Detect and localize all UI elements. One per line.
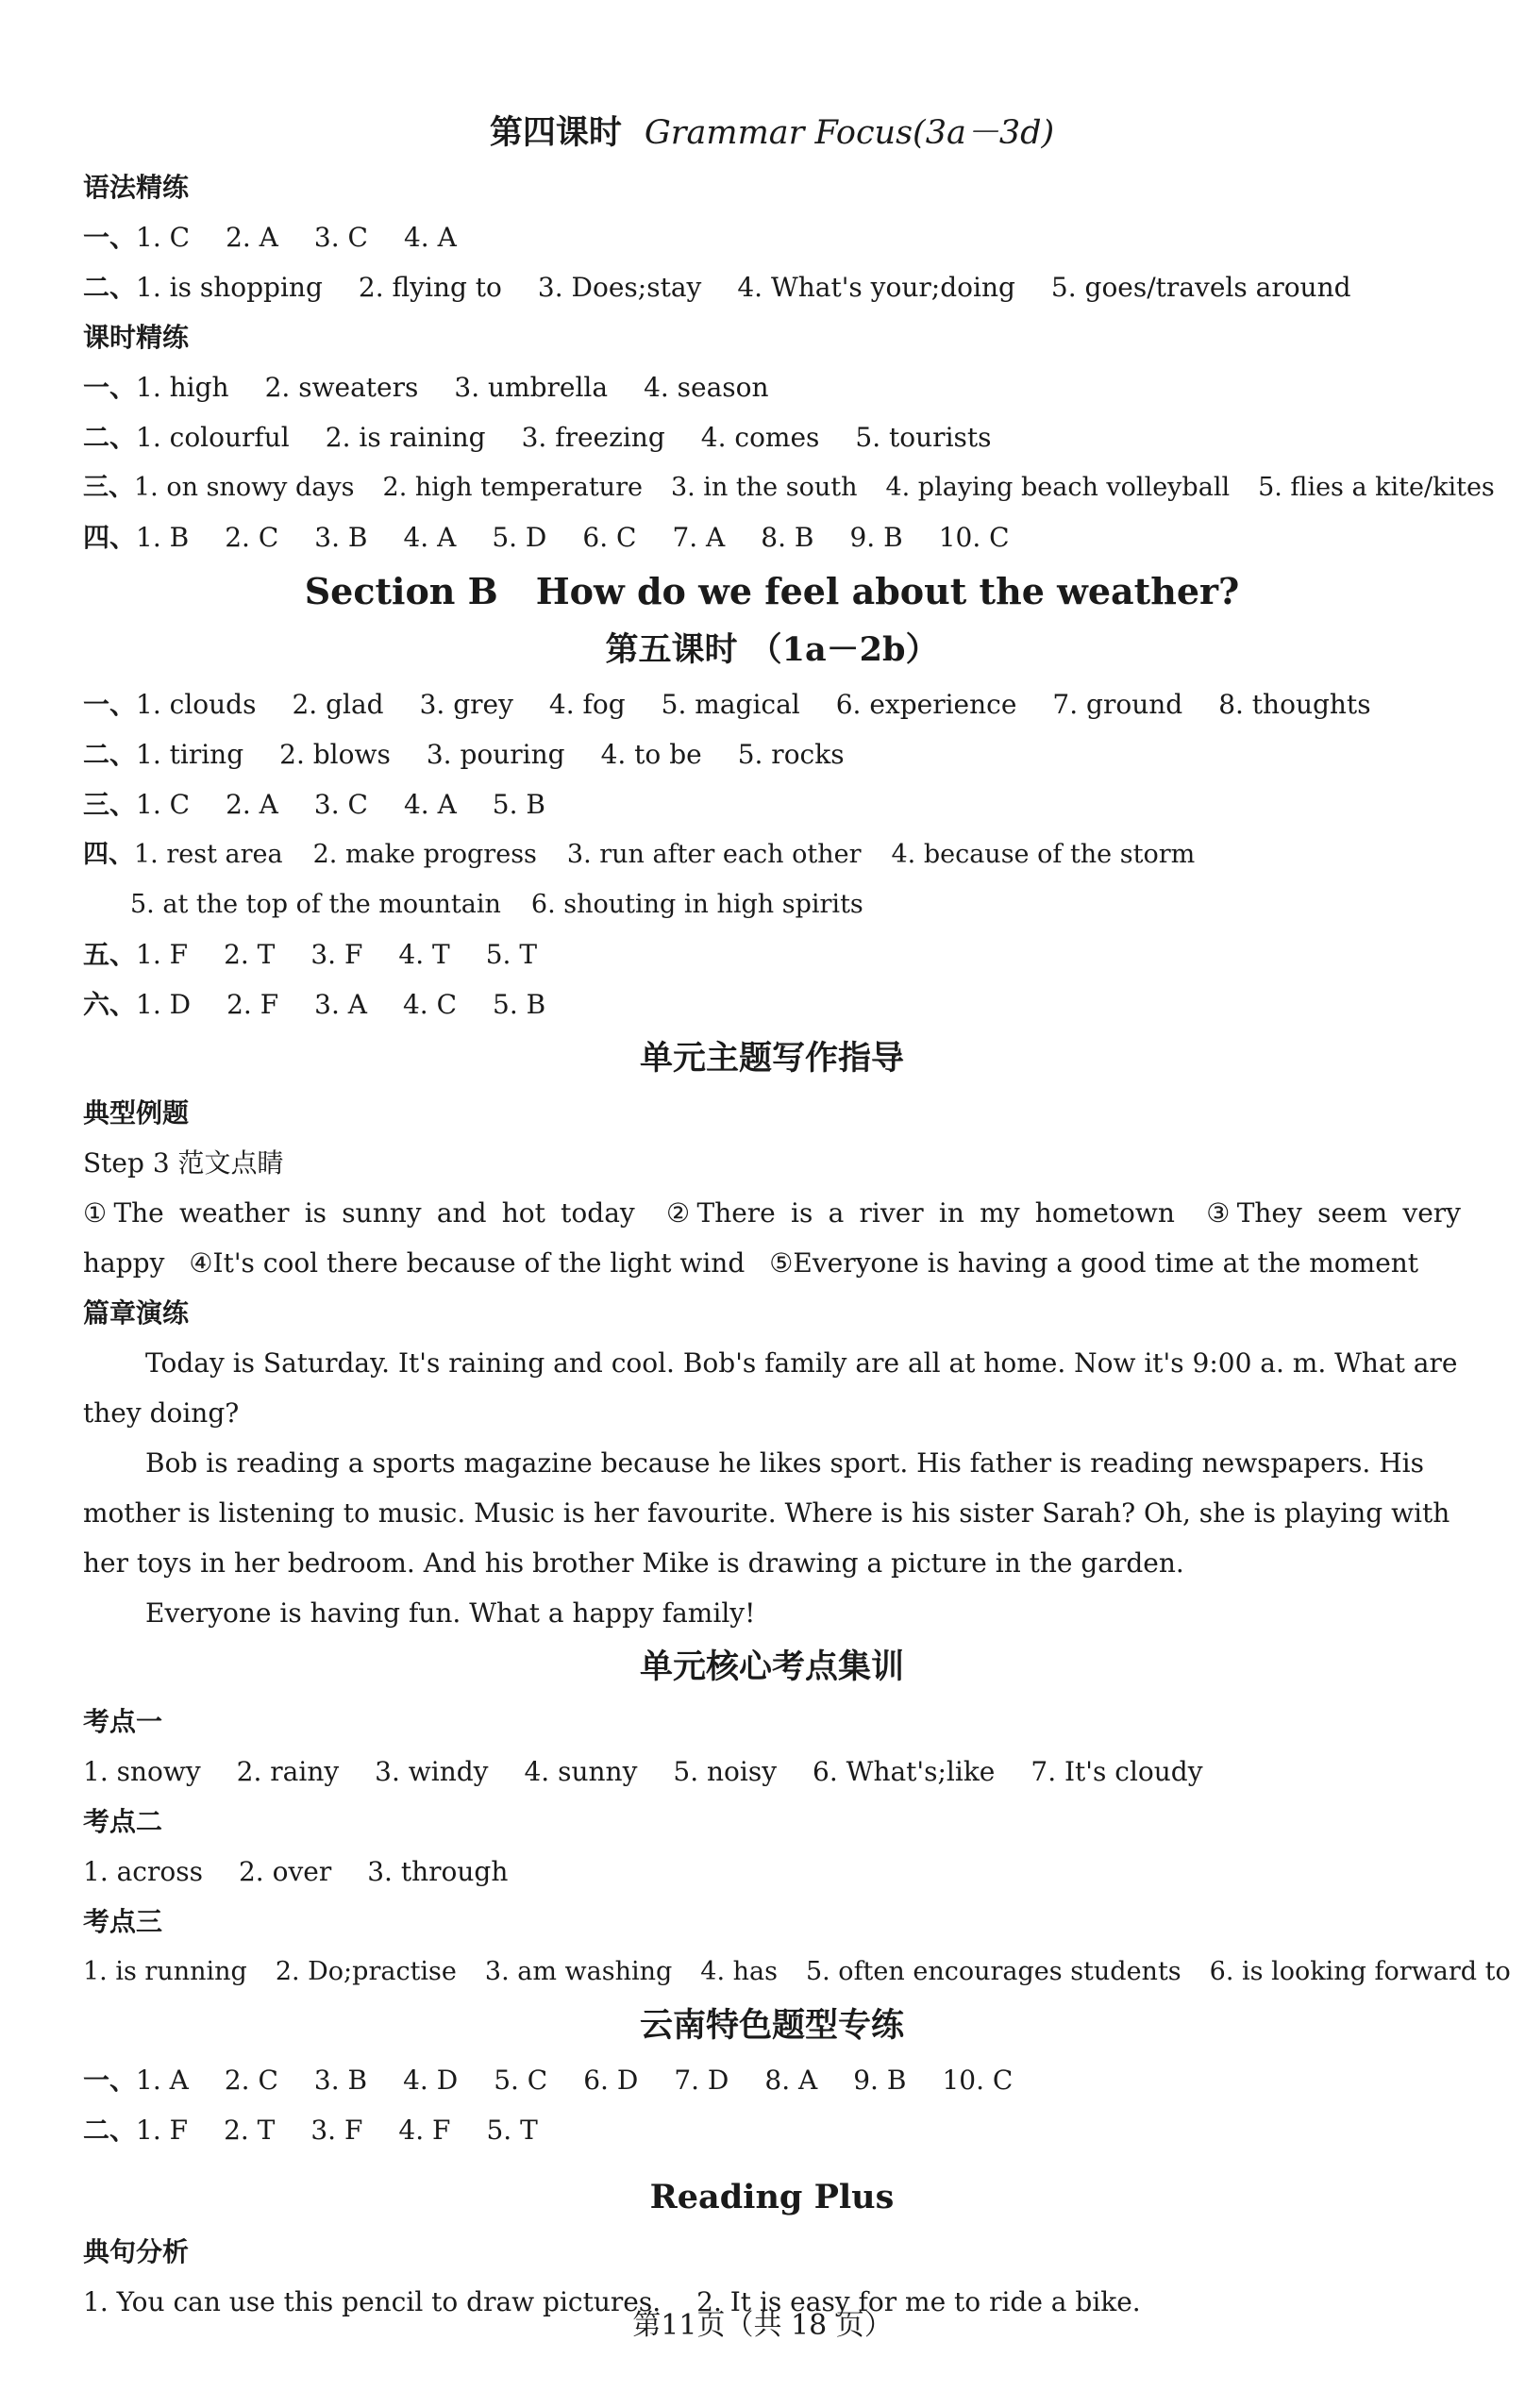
lesson-4-title	[83, 104, 1461, 162]
answer-row	[83, 1847, 1461, 1897]
row-prefix: 三、	[83, 789, 137, 820]
model-answer: ③They seem very happy	[83, 1197, 1461, 1279]
answer-item: 2. It is easy for me to ride a bike.	[696, 2286, 1141, 2317]
answer-item: 5. tourists	[855, 422, 992, 453]
answer-item: 2. flying to	[358, 272, 502, 303]
answer-item: 3. in the south	[670, 473, 858, 502]
row-prefix: 一、	[83, 2065, 137, 2096]
answer-item: 1. colourful	[136, 422, 290, 453]
answer-item: 2. A	[226, 789, 278, 820]
row-prefix: 四、	[83, 522, 137, 553]
answer-item: 5. T	[485, 939, 537, 970]
answer-item: 2. A	[226, 222, 278, 253]
answer-item: 4. to be	[600, 739, 702, 770]
answer-item: 1. rest area	[134, 840, 283, 869]
model-answers	[83, 1188, 1461, 1288]
answer-row	[83, 262, 1461, 312]
answer-item: 4. playing beach volleyball	[885, 473, 1231, 502]
lesson-5-title: 第五课时 （1a－2b）	[605, 630, 939, 669]
answer-item: 4. A	[403, 789, 457, 820]
core-points-title: 单元核心考点集训	[639, 1647, 904, 1686]
answer-item: 1. snowy	[83, 1756, 201, 1787]
answer-item: 3. through	[367, 1856, 509, 1887]
answer-item: 5. C	[494, 2065, 548, 2096]
answer-item: 3. Does;stay	[537, 272, 702, 303]
answer-item: 1. B	[136, 522, 190, 553]
answer-item: 2. T	[224, 939, 276, 970]
answer-item: 5. B	[492, 789, 545, 820]
row-prefix: 二、	[83, 2115, 137, 2146]
answer-item: 7. A	[672, 522, 726, 553]
answer-item: 1. C	[136, 222, 191, 253]
step-label: Step 3 范文点睛	[83, 1147, 284, 1179]
answer-item: 4. D	[403, 2065, 459, 2096]
row-prefix: 二、	[83, 422, 137, 453]
answer-item: 2. high temperature	[382, 473, 643, 502]
answer-item: 3. freezing	[521, 422, 665, 453]
answer-item: 3. C	[313, 222, 368, 253]
answer-row	[83, 462, 1495, 512]
answer-item: 2. T	[224, 2115, 276, 2146]
model-answer: ②There is a river in my hometown	[659, 1197, 1175, 1229]
reading-plus-title: Reading Plus	[649, 2178, 895, 2216]
answer-item: 2. blows	[279, 739, 391, 770]
answer-item: 1. high	[136, 372, 229, 403]
answer-item: 10. C	[938, 522, 1010, 553]
section-b-label: Section B	[304, 570, 498, 612]
page-content	[83, 104, 1511, 2327]
model-answer: ⑤Everyone is having a good time at the moment	[769, 1247, 1419, 1279]
answer-item: 2. Do;practise	[275, 1957, 457, 1986]
sentence-analysis-heading: 典句分析	[83, 2236, 190, 2267]
answer-item: 10. C	[942, 2065, 1014, 2096]
point-heading: 考点二	[83, 1806, 163, 1837]
answer-row	[83, 362, 1461, 412]
answer-item: 4. has	[700, 1957, 778, 1986]
answer-item: 5. noisy	[673, 1756, 778, 1787]
answer-item: 1. F	[136, 939, 189, 970]
answer-item: 7. ground	[1052, 689, 1183, 720]
answer-item: 1. D	[136, 989, 192, 1020]
answer-item: 3. windy	[375, 1756, 489, 1787]
answer-row	[83, 1747, 1461, 1797]
answer-row	[83, 679, 1461, 729]
essay-paragraph: Everyone is having fun. What a happy family!	[145, 1597, 756, 1629]
yunnan-title: 云南特色题型专练	[639, 2006, 904, 2045]
answer-item: 1. You can use this pencil to draw pictures.	[83, 2286, 662, 2317]
answer-row	[83, 979, 1461, 1029]
row-prefix: 三、	[83, 473, 134, 502]
answer-item: 2. sweaters	[264, 372, 419, 403]
answer-item: 5. magical	[661, 689, 800, 720]
answer-item: 3. umbrella	[454, 372, 609, 403]
section-b-subtitle: How do we feel about the weather?	[535, 570, 1240, 612]
answer-item: 2. glad	[292, 689, 384, 720]
answer-item: 8. thoughts	[1218, 689, 1371, 720]
answer-row	[83, 1947, 1511, 1997]
answer-item: 4. season	[644, 372, 769, 403]
answer-item: 3. F	[310, 939, 363, 970]
point-heading: 考点一	[83, 1706, 163, 1737]
answer-item: 1. on snowy days	[134, 473, 355, 502]
answer-item: 1. across	[83, 1856, 203, 1887]
answer-item: 5. D	[492, 522, 547, 553]
answer-item: 7. D	[674, 2065, 729, 2096]
answer-item: 2. C	[224, 2065, 278, 2096]
answer-item: 3. am washing	[484, 1957, 673, 1986]
answer-item: 6. What's;like	[813, 1756, 996, 1787]
answer-item: 2. rainy	[236, 1756, 340, 1787]
answer-item: 5. goes/travels around	[1050, 272, 1351, 303]
answer-item: 2. make progress	[312, 840, 537, 869]
answer-item: 3. F	[310, 2115, 363, 2146]
answer-item: 5. B	[493, 989, 546, 1020]
answer-item: 9. B	[853, 2065, 907, 2096]
answer-item: 6. is looking forward to	[1209, 1957, 1511, 1986]
answer-row	[83, 212, 1461, 262]
answer-item: 7. It's cloudy	[1031, 1756, 1203, 1787]
example-heading: 典型例题	[83, 1097, 190, 1129]
answer-row	[83, 779, 1461, 829]
answer-row	[83, 512, 1461, 562]
answer-item: 2. C	[225, 522, 279, 553]
answer-item: 1. F	[136, 2115, 189, 2146]
answer-item: 4. A	[403, 522, 457, 553]
answer-row	[83, 879, 1461, 929]
lesson-4-title-cn: 第四课时	[489, 113, 622, 152]
answer-row	[83, 829, 1461, 879]
answer-item: 4. F	[398, 2115, 451, 2146]
answer-item: 4. C	[402, 989, 458, 1020]
answer-item: 3. run after each other	[566, 840, 862, 869]
practice-heading: 篇章演练	[83, 1297, 190, 1329]
answer-item: 3. A	[314, 989, 367, 1020]
row-prefix: 五、	[83, 939, 137, 970]
answer-item: 3. B	[313, 2065, 368, 2096]
answer-item: 4. T	[398, 939, 450, 970]
page-number: 第11页（共 18 页）	[632, 2309, 893, 2342]
answer-item: 1. is shopping	[136, 272, 323, 303]
section-b-title	[83, 562, 1461, 621]
answer-item: 8. A	[764, 2065, 818, 2096]
answer-item: 2. over	[238, 1856, 332, 1887]
row-prefix: 二、	[83, 272, 137, 303]
model-answer: ④It's cool there because of the light wind	[189, 1247, 746, 1279]
answer-item: 3. pouring	[426, 739, 565, 770]
answer-item: 1. A	[136, 2065, 189, 2096]
answer-item: 3. C	[313, 789, 368, 820]
row-prefix: 四、	[83, 840, 134, 869]
answer-item: 5. at the top of the mountain	[130, 890, 501, 919]
answer-item: 1. clouds	[136, 689, 257, 720]
lesson-4-title-en: Grammar Focus(3a－3d)	[644, 114, 1055, 152]
writing-guide-title: 单元主题写作指导	[639, 1039, 904, 1078]
answer-item: 2. is raining	[325, 422, 486, 453]
answer-item: 1. C	[136, 789, 191, 820]
point-heading: 考点三	[83, 1906, 163, 1937]
grammar-practice-heading: 语法精练	[83, 172, 190, 203]
answer-item: 1. is running	[83, 1957, 247, 1986]
answer-item: 6. D	[583, 2065, 639, 2096]
lesson-practice-heading: 课时精练	[83, 322, 190, 353]
answer-item: 1. tiring	[136, 739, 244, 770]
row-prefix: 一、	[83, 689, 137, 720]
answer-item: 3. grey	[419, 689, 513, 720]
answer-row	[83, 929, 1461, 979]
answer-item: 5. rocks	[737, 739, 845, 770]
model-answer: ①The weather is sunny and hot today	[83, 1197, 635, 1229]
answer-item: 8. B	[761, 522, 814, 553]
answer-item: 5. T	[486, 2115, 538, 2146]
row-prefix: 一、	[83, 222, 137, 253]
answer-item: 4. fog	[548, 689, 626, 720]
row-prefix: 六、	[83, 989, 137, 1020]
answer-item: 5. flies a kite/kites	[1258, 473, 1495, 502]
answer-item: 4. comes	[700, 422, 820, 453]
answer-item: 6. experience	[835, 689, 1017, 720]
answer-item: 6. C	[582, 522, 637, 553]
answer-item: 4. sunny	[524, 1756, 638, 1787]
essay-paragraph: Today is Saturday. It's raining and cool. Bob's family are all at home. Now it's 9:00 a. m. What are they doing?	[83, 1347, 1458, 1429]
answer-item: 5. often encourages students	[805, 1957, 1181, 1986]
answer-row	[83, 729, 1461, 779]
row-prefix: 一、	[83, 372, 137, 403]
answer-item: 4. A	[403, 222, 457, 253]
answer-row	[83, 2105, 1461, 2155]
answer-item: 4. because of the storm	[891, 840, 1196, 869]
row-prefix: 二、	[83, 739, 137, 770]
answer-item: 6. shouting in high spirits	[530, 890, 863, 919]
essay-paragraph: Bob is reading a sports magazine because he likes sport. His father is reading newspapers. His mother is listening to music. Music is her favourite. Where is his sister Sarah? Oh, she is playing with her toys in her bedroom. And his brother Mike is drawing a picture in the garden.	[83, 1447, 1450, 1579]
answer-row	[83, 412, 1461, 462]
answer-item: 2. F	[226, 989, 279, 1020]
answer-row	[83, 2055, 1461, 2105]
answer-item: 9. B	[849, 522, 903, 553]
answer-item: 4. What's your;doing	[737, 272, 1015, 303]
answer-item: 3. B	[314, 522, 368, 553]
